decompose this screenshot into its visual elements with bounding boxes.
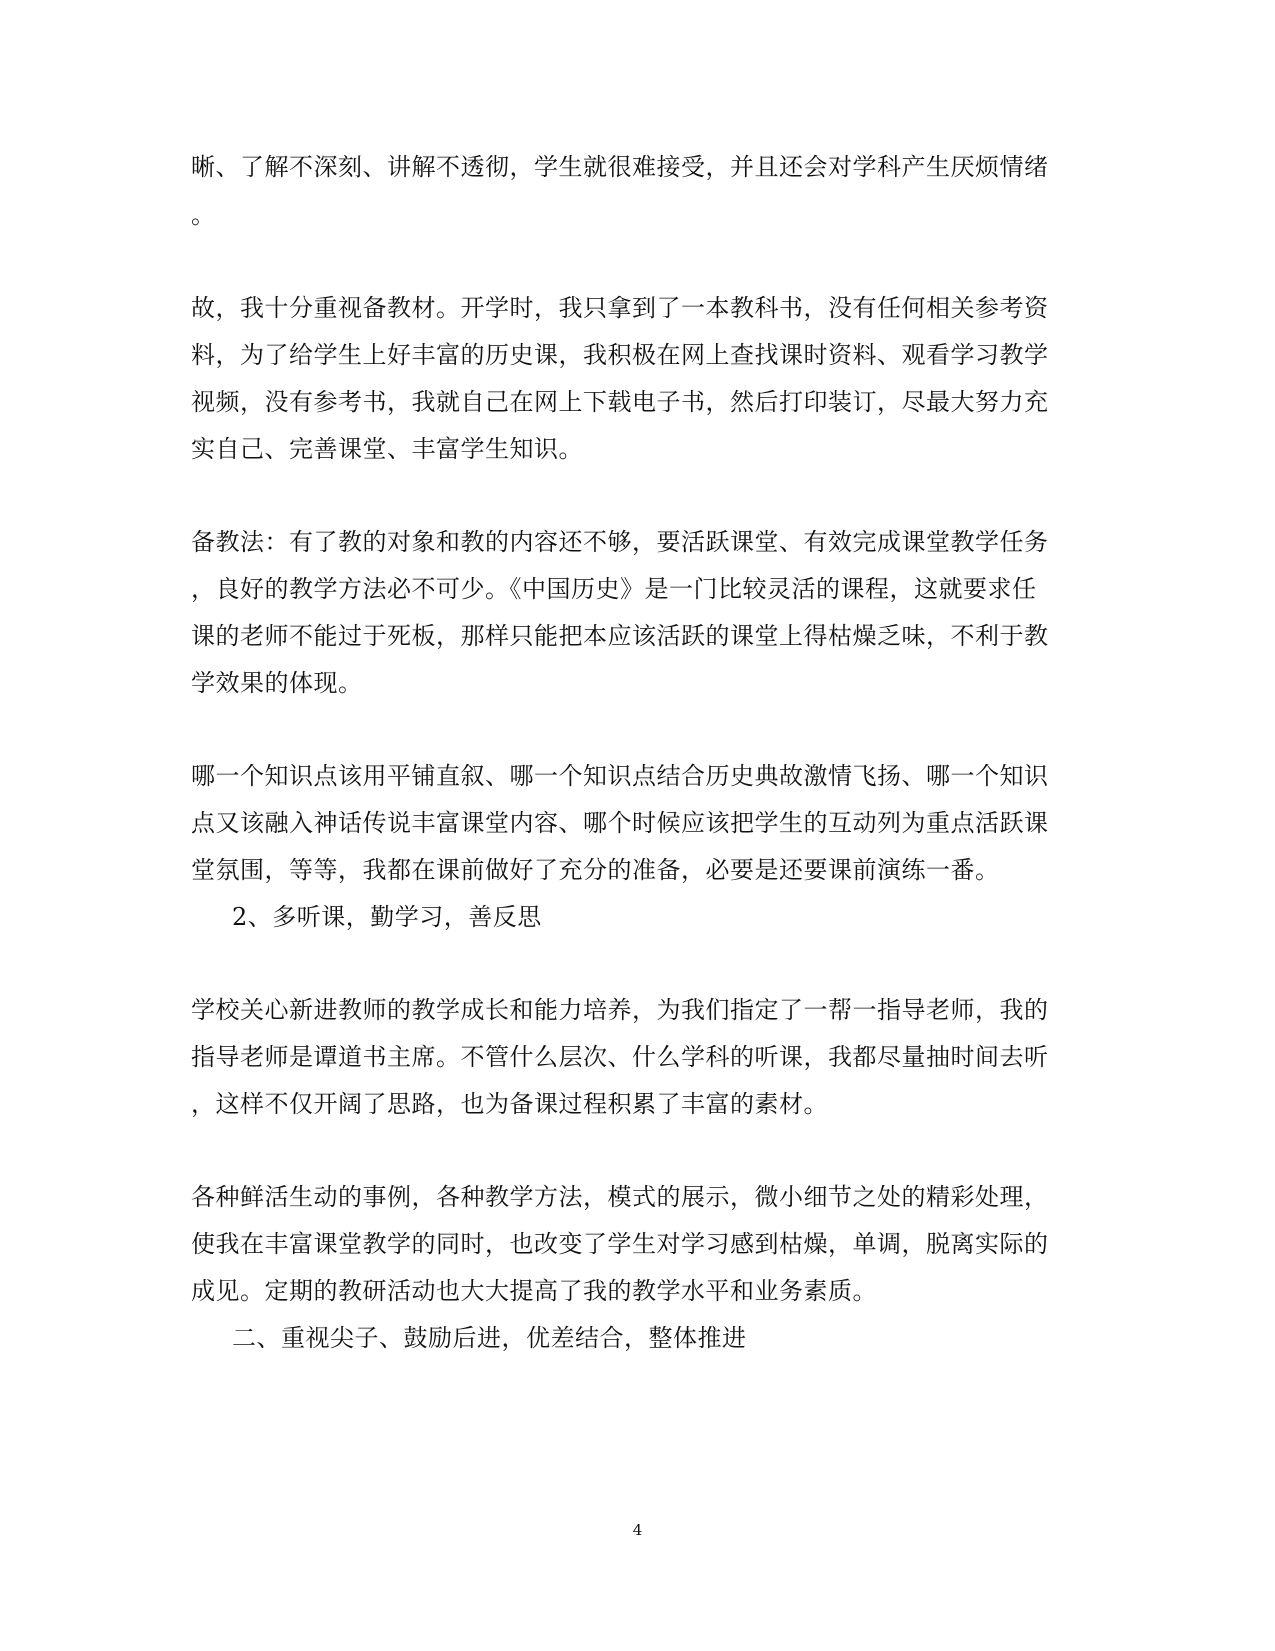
text-line: 哪一个知识点该用平铺直叙、哪一个知识点结合历史典故激情飞扬、哪一个知识 bbox=[191, 762, 1049, 790]
text-line: 备教法：有了教的对象和教的内容还不够，要活跃课堂、有效完成课堂教学任务 bbox=[191, 528, 1049, 556]
section-heading: 二、重视尖子、鼓励后进，优差结合，整体推进 bbox=[232, 1324, 747, 1352]
text-line: 故，我十分重视备教材。开学时，我只拿到了一本教科书，没有任何相关参考资 bbox=[191, 294, 1049, 322]
text-line: 使我在丰富课堂教学的同时，也改变了学生对学习感到枯燥，单调，脱离实际的 bbox=[191, 1230, 1049, 1258]
text-line: 指导老师是谭道书主席。不管什么层次、什么学科的听课，我都尽量抽时间去听 bbox=[191, 1043, 1049, 1071]
text-line: 课的老师不能过于死板，那样只能把本应该活跃的课堂上得枯燥乏味，不利于教 bbox=[191, 622, 1049, 650]
text-line: 学校关心新进教师的教学成长和能力培养，为我们指定了一帮一指导老师，我的 bbox=[191, 996, 1049, 1024]
text-line: 成见。定期的教研活动也大大提高了我的教学水平和业务素质。 bbox=[191, 1277, 877, 1305]
section-heading: 2、多听课，勤学习，善反思 bbox=[232, 903, 542, 931]
page-number: 4 bbox=[632, 1521, 643, 1539]
text-line: 点又该融入神话传说丰富课堂内容、哪个时候应该把学生的互动列为重点活跃课 bbox=[191, 809, 1049, 837]
text-line: 各种鲜活生动的事例，各种教学方法，模式的展示，微小细节之处的精彩处理， bbox=[191, 1183, 1049, 1211]
text-line: 。 bbox=[191, 201, 216, 229]
text-line: ，这样不仅开阔了思路，也为备课过程积累了丰富的素材。 bbox=[191, 1090, 828, 1118]
text-line: 晰、了解不深刻、讲解不透彻，学生就很难接受，并且还会对学科产生厌烦情绪 bbox=[191, 153, 1049, 181]
text-line: 堂氛围，等等，我都在课前做好了充分的准备，必要是还要课前演练一番。 bbox=[191, 856, 1000, 884]
text-line: 学效果的体现。 bbox=[191, 669, 363, 697]
text-line: ，良好的教学方法必不可少。《中国历史》是一门比较灵活的课程，这就要求任 bbox=[191, 575, 1037, 603]
text-line: 实自己、完善课堂、丰富学生知识。 bbox=[191, 435, 583, 463]
text-line: 料，为了给学生上好丰富的历史课，我积极在网上查找课时资料、观看学习教学 bbox=[191, 341, 1049, 369]
text-line: 视频，没有参考书，我就自己在网上下载电子书，然后打印装订，尽最大努力充 bbox=[191, 388, 1049, 416]
